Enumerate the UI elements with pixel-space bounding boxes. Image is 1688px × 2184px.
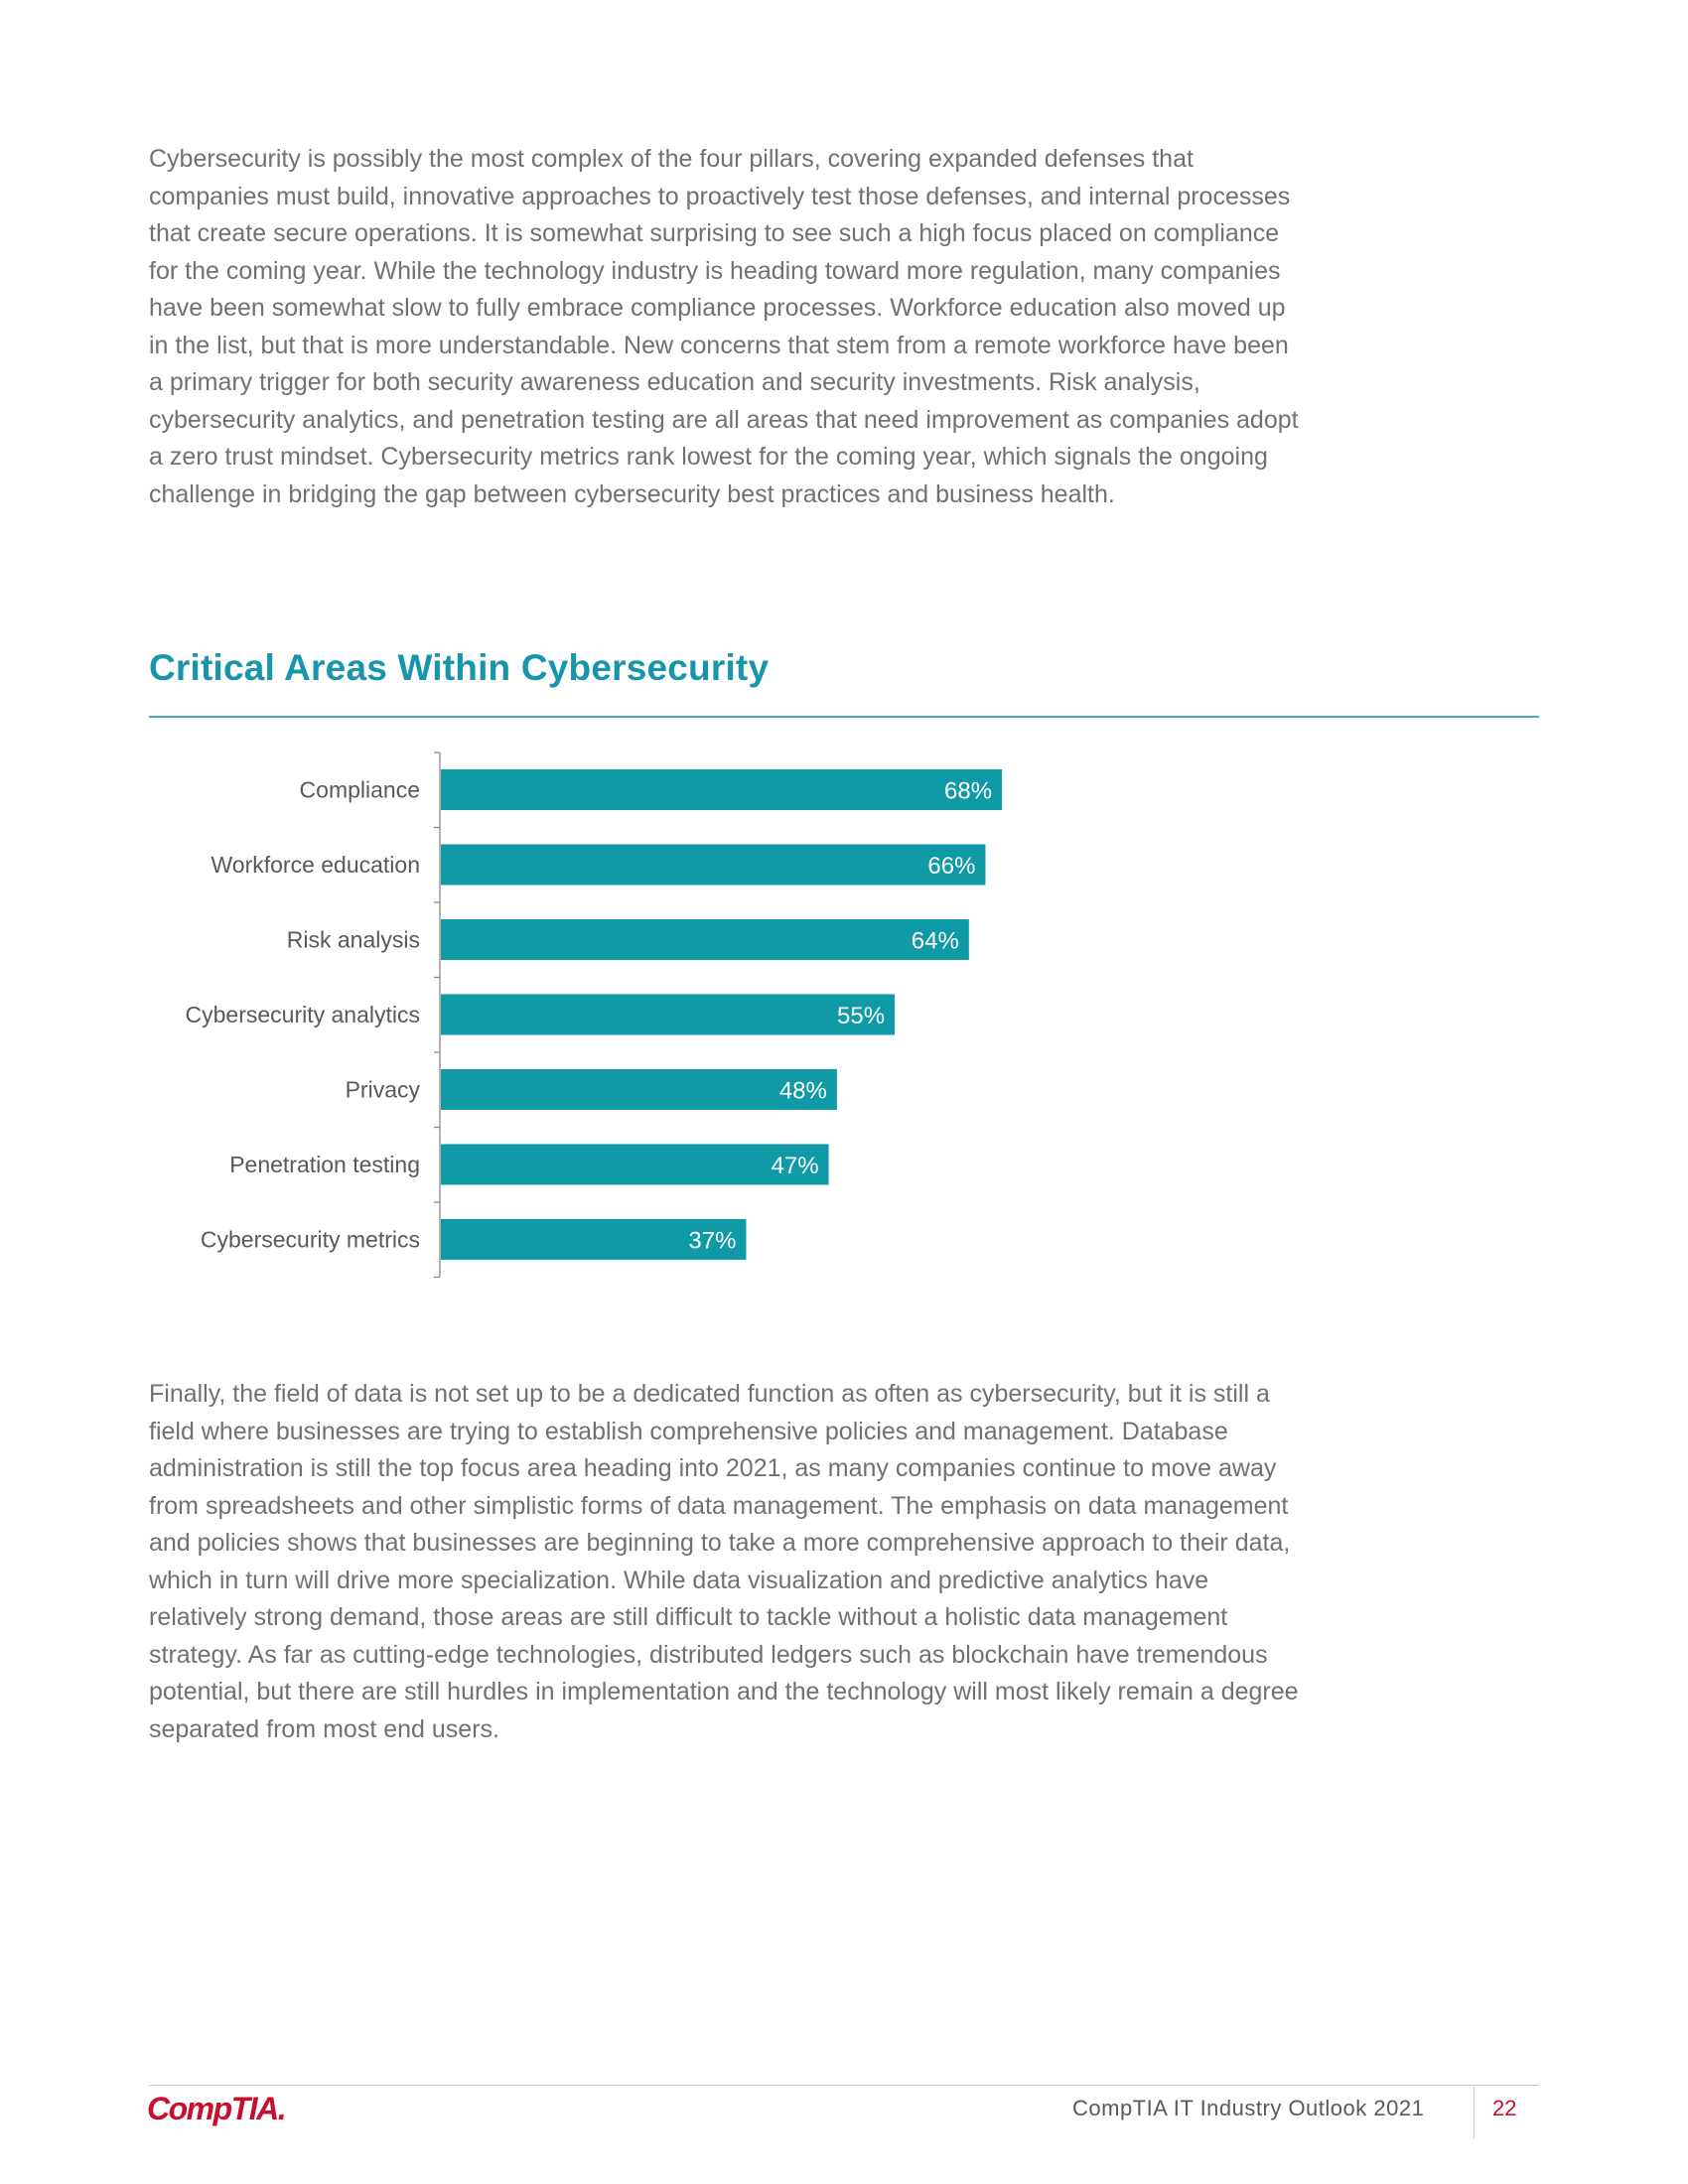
category-label: Risk analysis: [286, 926, 420, 953]
bar-chart: [0, 735, 1688, 1291]
bar: [441, 845, 985, 886]
chart-axis: [186, 752, 440, 1278]
bar-value-label: 55%: [837, 1003, 886, 1029]
bar-value-label: 64%: [911, 927, 959, 955]
closing-paragraph: Finally, the field of data is not set up to be a dedicated function as often as cybersecurity, but it is still a field where businesses are trying to establish comprehensive policies and management. Database administration is still the top focus area heading into 2021, as many companies continue to move away from spreadsheets and other simplistic forms of data management. The emphasis on data management and policies shows that businesses are beginning to take a more comprehensive approach to their data, which in turn will drive more specialization. While data visualization and predictive analytics have relatively strong demand, those areas are still difficult to tackle without a holistic data management strategy. As far as cutting-edge technologies, distributed ledgers such as blockchain have tremendous potential, but there are still hurdles in implementation and the technology will most likely remain a degree separated from most end users.: [149, 1380, 1299, 1743]
bar-value-label: 48%: [778, 1077, 827, 1105]
intro-paragraph: Cybersecurity is possibly the most complex of the four pillars, covering expanded defenses that companies must build, innovative approaches to proactively test those defenses, and internal processes that create secure operations. It is somewhat surprising to see such a high focus placed on compliance for the coming year. While the technology industry is heading toward more regulation, many companies have been somewhat slow to fully embrace compliance processes. Workforce education also moved up in the list, but that is more understandable. New concerns that stem from a remote workforce have been a primary trigger for both security awareness education and security investments. Risk analysis, cybersecurity analytics, and penetration testing are all areas that need improvement as companies adopt a zero trust mindset. Cybersecurity metrics rank lowest for the coming year, which signals the ongoing challenge in bridging the gap between cybersecurity best practices and business health.: [149, 145, 1299, 508]
footer-divider: [149, 2085, 1539, 2086]
category-label: Cybersecurity metrics: [200, 1226, 420, 1253]
category-label: Penetration testing: [229, 1152, 420, 1177]
category-label: Compliance: [299, 776, 420, 803]
footer-separator: [1474, 2087, 1475, 2138]
bar: [441, 919, 969, 960]
comptia-logo: CompTIA.: [147, 2091, 286, 2126]
category-label: Workforce education: [211, 852, 420, 878]
footer-publication-title: CompTIA IT Industry Outlook 2021: [1072, 2096, 1425, 2120]
chart-bars: [441, 769, 1002, 1260]
title-divider: [149, 716, 1539, 718]
bar-value-label: 68%: [944, 777, 993, 805]
section-title: Critical Areas Within Cybersecurity: [149, 647, 770, 688]
bar-value-label: 47%: [771, 1153, 819, 1179]
page-number: 22: [1492, 2096, 1517, 2120]
category-label: Privacy: [345, 1076, 420, 1103]
bar: [441, 995, 895, 1035]
bar-value-label: 37%: [688, 1227, 737, 1255]
category-label: Cybersecurity analytics: [185, 1002, 420, 1027]
bar: [441, 769, 1002, 810]
bar-value-label: 66%: [927, 853, 976, 880]
bar: [441, 1069, 837, 1110]
